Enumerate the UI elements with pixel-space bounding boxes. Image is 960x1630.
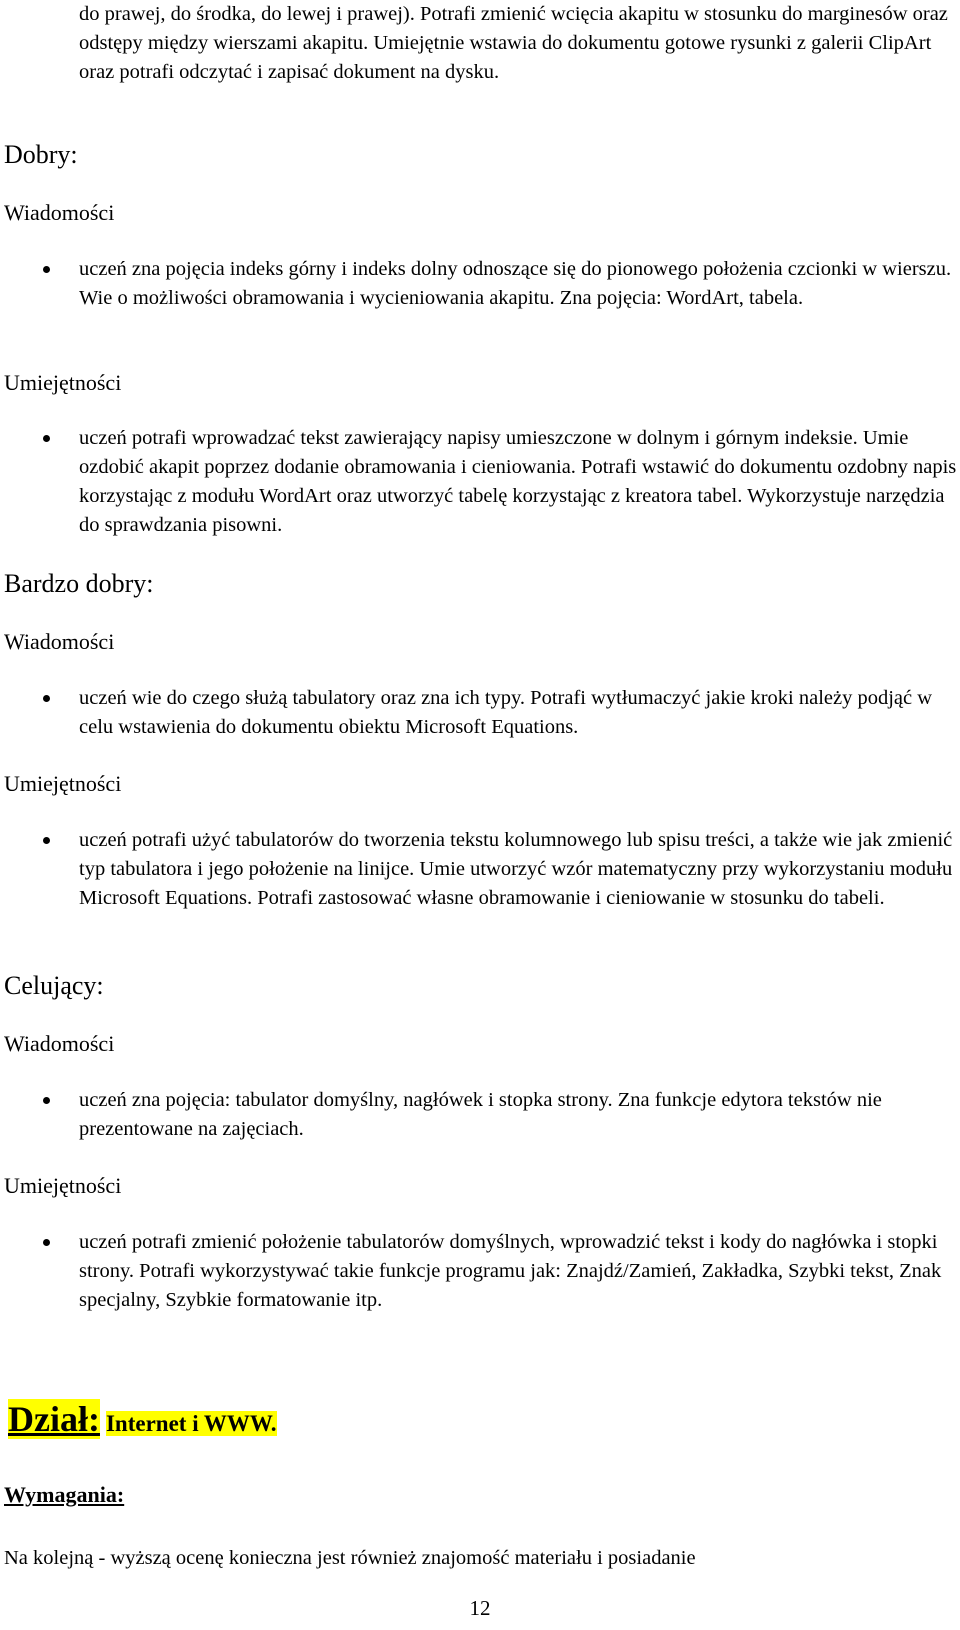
bullet-skills-celujacy [79,1228,959,1315]
bullet-dot-icon [43,266,50,273]
knowledge-text-celujacy: uczeń zna pojęcia: tabulator domyślny, nagłówek i stopka strony. Zna funkcje edytora tekstów nie prezentowane na zajęciach. [79,1089,882,1140]
knowledge-label-bardzo-dobry: Wiadomości [4,629,115,654]
bullet-knowledge-dobry [79,255,959,313]
bullet-dot-icon [43,1239,50,1246]
knowledge-text-dobry: uczeń zna pojęcia indeks górny i indeks dolny odnoszące się do pionowego położenia czcionki w wierszu. Wie o możliwości obramowania i wycieniowania akapitu. Zna pojęcia: WordArt, tabela. [79,258,952,309]
requirements-heading: Wymagania: [4,1482,125,1507]
bullet-dot-icon [43,435,50,442]
bullet-knowledge-bardzo-dobry [79,684,959,742]
grade-heading-dobry: Dobry: [4,140,78,169]
bullet-skills-bardzo-dobry [79,826,959,913]
bullet-dot-icon [43,695,50,702]
skills-label-celujacy: Umiejętności [4,1173,122,1198]
grade-heading-celujacy: Celujący: [4,971,104,1000]
knowledge-label-dobry: Wiadomości [4,200,115,225]
section-heading [8,1398,277,1440]
knowledge-label-celujacy: Wiadomości [4,1031,115,1056]
section-heading-title: Internet i WWW. [105,1411,277,1436]
bullet-dot-icon [43,837,50,844]
skills-label-bardzo-dobry: Umiejętności [4,771,122,796]
grade-heading-bardzo-dobry: Bardzo dobry: [4,569,154,598]
skills-label-dobry: Umiejętności [4,370,122,395]
bullet-skills-dobry [79,424,959,540]
bullet-knowledge-celujacy [79,1086,959,1144]
knowledge-text-bardzo-dobry: uczeń wie do czego służą tabulatory oraz zna ich typy. Potrafi wytłumaczyć jakie kroki należy podjąć w celu wstawienia do dokumentu obiektu Microsoft Equations. [79,687,933,738]
section-heading-label: Dział: [8,1399,100,1439]
skills-text-celujacy: uczeń potrafi zmienić położenie tabulatorów domyślnych, wprowadzić tekst i kody do nagłówka i stopki strony. Potrafi wykorzystywać takie funkcje programu jak: Znajdź/Zamień, Zakładka, Szybki tekst, Znak specjalny, Szybkie formatowanie itp. [79,1231,942,1311]
requirements-text: Na kolejną - wyższą ocenę konieczna jest również znajomość materiału i posiadanie [4,1547,696,1569]
skills-text-bardzo-dobry: uczeń potrafi użyć tabulatorów do tworzenia tekstu kolumnowego lub spisu treści, a także wie jak zmienić typ tabulatora i jego położenie na linijce. Umie utworzyć wzór matematyczny przy wykorzystaniu modułu Microsoft Equations. Potrafi zastosować własne obramowanie i cieniowanie w stosunku do tabeli. [79,829,953,909]
skills-text-dobry: uczeń potrafi wprowadzać tekst zawierający napisy umieszczone w dolnym i górnym indeksie. Umie ozdobić akapit poprzez dodanie obramowania i cieniowania. Potrafi wstawić do dokumentu ozdobny napis korzystając z modułu WordArt oraz utworzyć tabelę korzystając z kreatora tabel. Wykorzystuje narzędzia do sprawdzania pisowni. [79,427,957,536]
page-number: 12 [469,1596,491,1620]
bullet-dot-icon [43,1097,50,1104]
intro-paragraph: do prawej, do środka, do lewej i prawej). Potrafi zmienić wcięcia akapitu w stosunku do marginesów oraz odstępy między wierszami akapitu. Umiejętnie wstawia do dokumentu gotowe rysunki z galerii ClipArt oraz potrafi odczytać i zapisać dokument na dysku. [79,3,948,83]
